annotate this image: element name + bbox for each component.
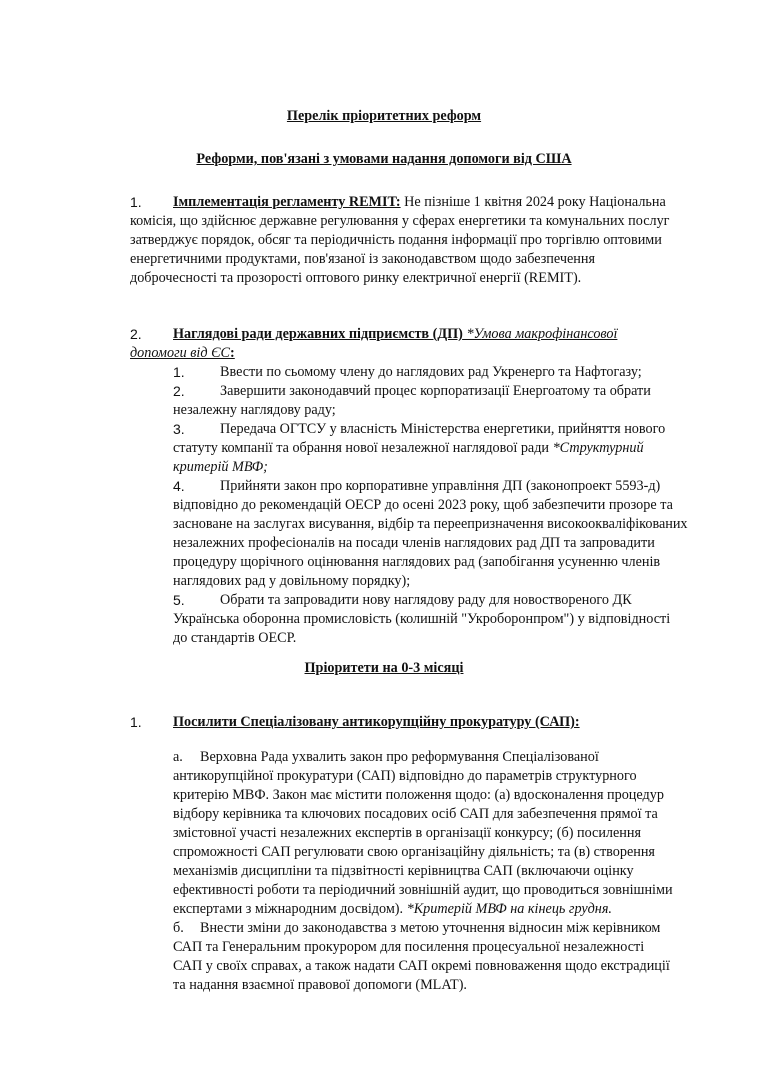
page-title: Перелік пріоритетних реформ	[286, 108, 482, 124]
sub-item-b-label: б.	[173, 920, 184, 936]
section-1-title: Імплементація регламенту REMIT:	[173, 194, 401, 210]
section-1-line: енергетичними продуктами, пов'язаної із законодавством щодо забезпечення	[130, 251, 595, 267]
section-1-text-start: Не пізніше 1 квітня 2024 року Національна	[400, 194, 666, 210]
sub-item-a-text: експертами з міжнародним досвідом).	[173, 901, 407, 917]
list-item-number: 4.	[173, 478, 185, 494]
sub-item-b-line: та надання взаємної правової допомоги (MLAT).	[173, 977, 467, 993]
imf-criterion-note: *Критерій МВФ на кінець грудня.	[406, 901, 612, 917]
list-item-line: процедуру щорічного оцінювання наглядових рад (запобігання усуненню членів	[173, 554, 661, 570]
sub-item-b-line: САП та Генеральним прокурором для посилення процесуальної незалежності	[173, 939, 645, 955]
imf-criterion-note: *Структурний	[552, 440, 644, 456]
list-item-line: засноване на заслугах висування, відбір та переепризначення високоокваліфікованих	[173, 516, 688, 532]
sub-item-a-line: ефективності роботи та періодичний зовнішній аудит, що проводиться зовнішніми	[173, 882, 673, 898]
sub-item-b-line: Внести зміни до законодавства з метою уточнення відносин між керівником	[200, 920, 661, 936]
sub-item-a-line: відбору керівника та ключових посадових осіб САП для забезпечення прямої та	[173, 806, 658, 822]
section-3-number: 1.	[130, 714, 142, 730]
list-item-line: наглядових рад у довільному порядку);	[173, 573, 411, 589]
section-2-note: *Умова макрофінансової	[462, 326, 618, 342]
section-2-title: Наглядові ради державних підприємств (ДП)	[173, 326, 463, 342]
section-2-colon: :	[230, 345, 235, 361]
list-item-line: Українська оборонна промисловість (колишній "Укроборонпром") у відповідності	[173, 611, 671, 627]
priorities-heading: Пріоритети на 0-3 місяці	[304, 660, 464, 676]
list-item-line: Ввести по сьомому члену до наглядових рад Укренерго та Нафтогазу;	[220, 364, 642, 380]
sub-item-a-last-line	[173, 900, 673, 919]
sub-item-a-line: змістовної участі незалежних експертів в організації конкурсу; (б) посилення	[173, 825, 642, 841]
list-item-line: Обрати та запровадити нову наглядову раду для новоствореного ДК	[220, 592, 632, 608]
list-item-line: незалежних професіоналів на посади членів наглядових рад ДП та запровадити	[173, 535, 655, 551]
list-item-text: статуту компанії та обрання нової незалежної наглядової ради	[173, 440, 553, 456]
page-subtitle: Реформи, пов'язані з умовами надання допомоги від США	[196, 151, 572, 167]
list-item-line: незалежну наглядову раду;	[173, 402, 336, 418]
sub-item-a-line: Верховна Рада ухвалить закон про реформування Спеціалізованої	[200, 749, 599, 765]
section-1-line: комісія, що здійснює державне регулювання у сферах енергетики та комунальних послуг	[130, 213, 670, 229]
section-2-number: 2.	[130, 326, 142, 342]
section-2-second-line	[130, 344, 650, 363]
section-1-number: 1.	[130, 194, 142, 210]
sub-item-a-line: спроможності САП регулювати свою організаційну діяльність; та (в) створення	[173, 844, 655, 860]
list-item-number: 2.	[173, 383, 185, 399]
list-item-number: 1.	[173, 364, 185, 380]
section-3-title: Посилити Спеціалізовану антикорупційну прокуратуру (САП):	[173, 714, 580, 730]
sub-item-a-line: критерію МВФ. Закон має містити положення щодо: (а) вдосконалення процедур	[173, 787, 664, 803]
sub-item-a-label: а.	[173, 749, 183, 765]
list-item-number: 3.	[173, 421, 185, 437]
section-2-note-cont: допомоги від ЄС	[130, 345, 231, 361]
list-item-line: Передача ОГТСУ у власність Міністерства енергетики, прийняття нового	[220, 421, 666, 437]
list-item-line: Прийняти закон про корпоративне управління ДП (законопроект 5593-д)	[220, 478, 661, 494]
sub-item-a-line: антикорупційної прокуратури (САП) відповідно до параметрів структурного	[173, 768, 637, 784]
list-item-line	[173, 439, 673, 458]
section-1-first-line	[173, 193, 666, 212]
sub-item-b-line: САП у своїх справах, а також надати САП окремі повноваження щодо екстрадиції	[173, 958, 670, 974]
list-item-number: 5.	[173, 592, 185, 608]
list-item-line: Завершити законодавчий процес корпоратизації Енергоатому та обрати	[220, 383, 651, 399]
imf-criterion-note: критерій МВФ;	[173, 459, 268, 475]
sub-item-a-line: механізмів дисципліни та підзвітності керівництва САП (включаючи оцінку	[173, 863, 634, 879]
section-1-line: затверджує порядок, обсяг та періодичність подання інформації про торгівлю оптовими	[130, 232, 662, 248]
section-1-line: доброчесності та прозорості оптового ринку електричної енергії (REMIT).	[130, 270, 582, 286]
section-2-first-line	[173, 325, 617, 344]
list-item-line: відповідно до рекомендацій ОЕСР до осені 2023 року, щоб забезпечити прозоре та	[173, 497, 673, 513]
list-item-line: до стандартів ОЕСР.	[173, 630, 297, 646]
